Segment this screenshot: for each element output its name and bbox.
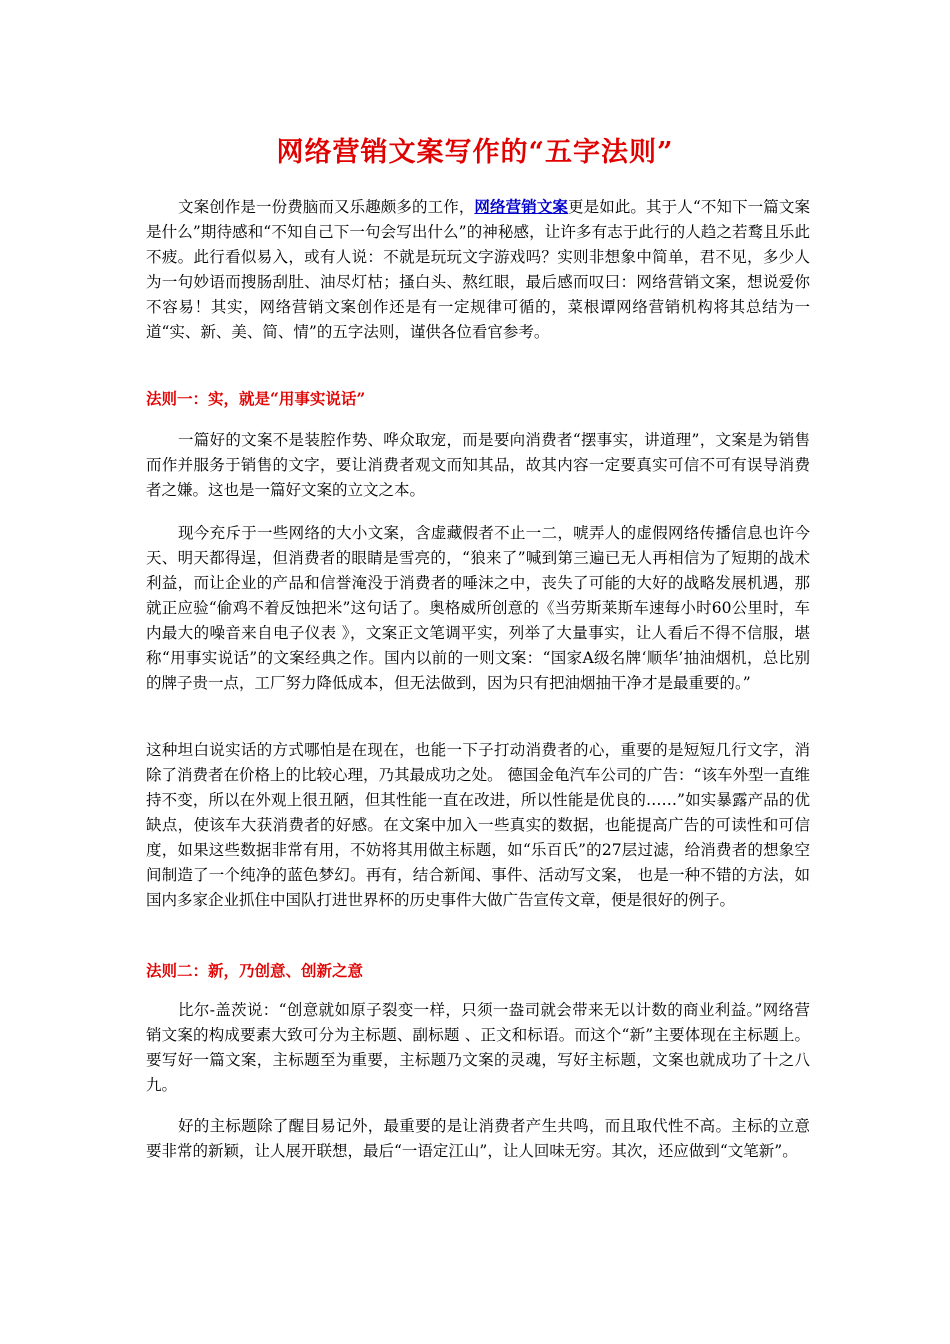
rule1-heading: 法则一：实，就是“用事实说话” bbox=[146, 389, 366, 408]
rule2-paragraph-2: 好的主标题除了醒目易记外，最重要的是让消费者产生共鸣，而且取代性不高。主标的立意要非常的新颖，让人展开联想，最后“一语定江山”，让人回味无穷。其次，还应做到“文笔新”。 bbox=[146, 1117, 810, 1160]
intro-text-after-link: 更是如此。其于人“不知下一篇文案是什么”期待感和“不知自己下一句会写出什么”的神秘感，让许多有志于此行的人趋之若鹜且乐此不疲。此行看似易入，或有人说：不就是玩玩文字游戏吗？实则非想象中简单，君不见，多少人为一句妙语而搜肠刮肚、油尽灯枯；搔白头、熬红眼，最后感而叹曰：网络营销文案，想说爱你不容易！其实，网络营销文案创作还是有一定规律可循的，菜根谭网络营销机构将其总结为一道“实、新、美、简、情”的五字法则，谨供各位看官参考。 bbox=[146, 198, 810, 341]
rule1-paragraph-1: 一篇好的文案不是装腔作势、哗众取宠，而是要向消费者“摆事实，讲道理”，文案是为销售而作并服务于销售的文字，要让消费者观文而知其品，故其内容一定要真实可信不可有误导消费者之嫌。这也是一篇好文案的立文之本。 bbox=[146, 431, 810, 499]
rule2-heading: 法则二：新，乃创意、创新之意 bbox=[146, 961, 364, 980]
rule1-paragraph-2: 现今充斥于一些网络的大小文案，含虚藏假者不止一二，唬弄人的虚假网络传播信息也许今天、明天都得逞，但消费者的眼睛是雪亮的，“狼来了”喊到第三遍已无人再相信为了短期的战术利益，而让企业的产品和信誉淹没于消费者的唾沫之中，丧失了可能的大好的战略发展机遇，那就正应验“偷鸡不着反蚀把米”这句话了。奥格威所创意的《当劳斯莱斯车速每小时60公里时，车内最大的噪音来自电子仪表 》，文案正文笔调平实，列举了大量事实，让人看后不得不信服，堪称“用事实说话”的文案经典之作。国内以前的一则文案：“国家A级名牌‘顺华’抽油烟机，总比别的牌子贵一点，工厂努力降低成本，但无法做到，因为只有把油烟抽干净才是最重要的。” bbox=[146, 524, 810, 692]
rule2-paragraph-1: 比尔-盖茨说：“创意就如原子裂变一样，只须一盎司就会带来无以计数的商业利益。”网络营销文案的构成要素大致可分为主标题、副标题 、正文和标语。而这个“新”主要体现在主标题上。要写好一篇文案，主标题至为重要，主标题乃文案的灵魂，写好主标题，文案也就成功了十之八九。 bbox=[146, 1001, 810, 1094]
document-title: 网络营销文案写作的“五字法则” bbox=[276, 137, 674, 168]
network-marketing-copy-link[interactable]: 网络营销文案 bbox=[474, 197, 569, 216]
intro-text-before-link: 文案创作是一份费脑而又乐趣颇多的工作， bbox=[178, 198, 475, 216]
rule1-paragraph-3: 这种坦白说实话的方式哪怕是在现在，也能一下子打动消费者的心，重要的是短短几行文字，消除了消费者在价格上的比较心理，乃其最成功之处。 德国金龟汽车公司的广告：“该车外型一直维持不变，所以在外观上很丑陋，但其性能一直在改进，所以性能是优良的……”如实暴露产品的优缺点，使该车大获消费者的好感。在文案中加入一些真实的数据，也能提高广告的可读性和可信度，如果这些数据非常有用，不妨将其用做主标题，如“乐百氏”的27层过滤，给消费者的想象空间制造了一个纯净的蓝色梦幻。再有，结合新闻、事件、活动写文案， 也是一种不错的方法，如国内多家企业抓住中国队打进世界杯的历史事件大做广告宣传文章，便是很好的例子。 bbox=[146, 741, 810, 909]
intro-paragraph bbox=[146, 194, 810, 345]
